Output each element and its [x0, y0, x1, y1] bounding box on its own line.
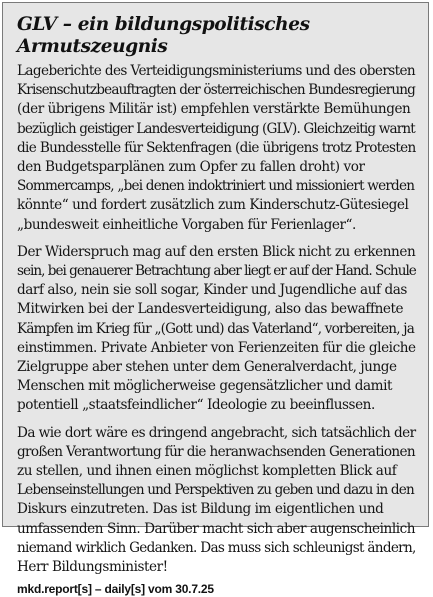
- text-line: die Bundesstelle für Sektenfragen (die übrigens trotz Protesten: [17, 139, 416, 156]
- source-credit: mkd.report[s] – daily[s] vom 30.7.25: [17, 582, 214, 597]
- article-box: [2, 2, 429, 597]
- article-paragraph-2: [17, 243, 416, 416]
- text-line: „bundesweit einheitliche Vorgaben für Ferienlager“.: [17, 216, 356, 233]
- text-line: darf also, nein sie soll sogar, Kinder und Jugendliche auf das: [17, 282, 407, 299]
- text-line: umfassenden Sinn. Darüber macht sich aber augenscheinlich: [17, 520, 416, 537]
- text-line: niemand wirklich Gedanken. Das muss sich schleunigst ändern,: [17, 539, 416, 556]
- text-line: den Budgetsparplänen zum Opfer zu fallen droht) vor: [17, 159, 365, 176]
- article-paragraph-3: [17, 424, 416, 578]
- text-line: Mitwirken bei der Landesverteidigung, also das bewaffnete: [17, 301, 404, 318]
- text-line: einstimmen. Private Anbieter von Ferienzeiten für die gleiche: [17, 339, 416, 356]
- text-line: potentiell „staatsfeindlicher“ Ideologie zu beeinflussen.: [17, 397, 375, 414]
- text-line: Lebenseinstellungen und Perspektiven zu geben und dazu in den: [17, 482, 414, 499]
- text-line: Da wie dort wäre es dringend angebracht, sich tatsächlich der: [17, 424, 416, 441]
- article-headline: GLV – ein bildungspolitisches Armutszeugnis: [17, 14, 310, 57]
- article-paragraph-1: [17, 62, 416, 235]
- text-line: könnte“ und fordert zusätzlich zum Kinderschutz-Gütesiegel: [17, 197, 409, 214]
- text-line: Der Widerspruch mag auf den ersten Blick nicht zu erkennen: [17, 243, 416, 260]
- text-line: zu stellen, und ihnen einen möglichst kompletten Blick auf: [17, 463, 397, 480]
- text-line: Diskurs einzutreten. Das ist Bildung im eigentlichen und: [17, 501, 384, 518]
- text-line: Krisenschutzbeauftragten der österreichischen Bundesregierung: [17, 82, 416, 99]
- text-line: Herr Bildungsminister!: [17, 559, 168, 576]
- text-line: großen Verantwortung für die heranwachsenden Generationen: [17, 443, 416, 460]
- text-line: Zielgruppe aber stehen unter dem Generalverdacht, junge: [17, 359, 397, 376]
- text-line: sein, bei genauerer Betrachtung aber liegt er auf der Hand. Schule: [17, 263, 416, 280]
- text-line: Menschen mit möglicherweise gegensätzlicher und damit: [17, 378, 393, 395]
- text-line: Lageberichte des Verteidigungsministeriums und des obersten: [17, 63, 416, 79]
- text-line: Sommercamps, „bei denen indoktriniert und missioniert werden: [17, 178, 415, 195]
- text-line: Kämpfen im Krieg für „(Gott und) das Vaterland“, vorbereiten, ja: [17, 320, 415, 337]
- text-line: (der übrigens Militär ist) empfehlen verstärkte Bemühungen: [17, 101, 411, 118]
- text-line: bezüglich geistiger Landesverteidigung (GLV). Gleichzeitig warnt: [17, 120, 415, 137]
